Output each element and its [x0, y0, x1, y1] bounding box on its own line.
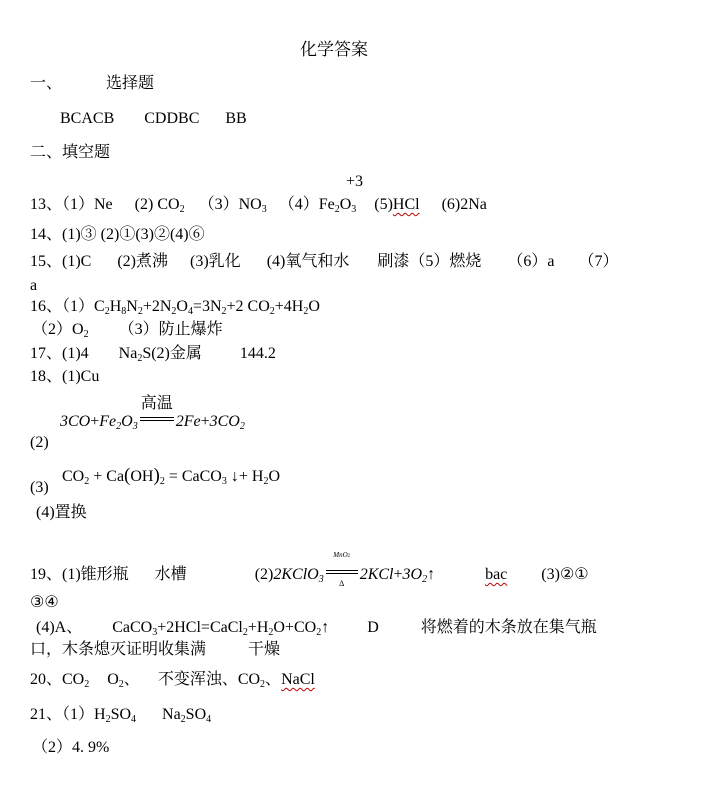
q17-part-3: 144.2 — [239, 345, 276, 362]
mcq-group-2: CDDBC — [144, 110, 200, 127]
q16-line-1: 16、$(1)C_2H_8N_2+2N_2O_4=3N_2+2$ $CO_2+4H_2O$ — [30, 298, 320, 317]
section-1-number: 一、 — [30, 75, 63, 92]
q15-part-6: （6）a — [507, 253, 555, 270]
section-1-heading — [30, 74, 154, 94]
q13-part-2: (2) $CO_2$ — [134, 196, 185, 215]
q15-line — [30, 252, 619, 272]
mcq-group-3: BB — [225, 110, 247, 127]
mcq-group-1: BCACB — [60, 110, 115, 127]
q18-label-2: (2) — [30, 434, 49, 451]
q18-line-4: (4)置换 — [36, 504, 87, 521]
reaction-condition: 高温 — [140, 410, 174, 428]
q18-label-3: (3) — [30, 479, 49, 496]
q17-part-2: $Na_2S(2)$金属 — [118, 345, 202, 364]
q19-line-1 — [30, 551, 589, 590]
q21-line-2: （2）4. 9% — [32, 739, 110, 756]
q14-line: 14、(1)③ (2)①(3)②(4)⑥ — [30, 226, 205, 243]
q15-part-4: (4)氧气和水 — [266, 253, 350, 270]
q21-line-1: 21、$(1)H_2SO_4$ $Na_2SO_4$ — [30, 706, 212, 725]
q19-line-4: 口，木条熄灭证明收集满 干燥 — [30, 641, 281, 658]
q19-order: bac — [485, 566, 508, 583]
q19-part-3: (3)②① — [541, 566, 589, 583]
q18-equation-2: $CO_2 + Ca(OH)_2$ = CaCO$_3$ ↓+ $H_2O$ — [62, 465, 280, 487]
q13-part-4: $(4)Fe_2O_3$ — [278, 196, 357, 215]
q19-part-2: (2)2KClO$_3$ MnO2 Δ $2KCl+3O_2↑$ — [254, 551, 436, 588]
q15-part-2: (2)煮沸 — [117, 253, 169, 270]
q13-line — [30, 195, 487, 220]
q15-part-7: （7） — [578, 253, 619, 270]
q19-continuation: ③④ — [30, 594, 59, 611]
page-title: 化学答案 — [300, 40, 368, 59]
q15-part-1: 15、(1)C — [30, 253, 92, 270]
mcq-answers — [60, 109, 247, 129]
q19-equation-2: $CaCO_3+2HCl=CaCl_2+H_2O+CO_2↑$ — [112, 619, 330, 638]
q13-part-5: (5)HCl — [374, 196, 420, 213]
q18-equation-1: $3CO+Fe_2O_3$ 高温 $2Fe+3CO_2$ — [60, 395, 245, 432]
q16-line-2 — [32, 320, 223, 345]
reaction-condition: MnO2 Δ — [326, 563, 358, 581]
section-2-heading: 二、填空题 — [30, 144, 111, 161]
q20-line: 20、$CO_2$ $O_2$、 不变浑浊、$CO_2$、NaCl — [30, 671, 315, 690]
q19-part-1b: 水槽 — [154, 566, 187, 583]
q18-line-1: 18、(1)Cu — [30, 368, 100, 385]
q15-continuation: a — [30, 277, 38, 294]
q17-part-1: 17、(1)4 — [30, 345, 89, 362]
q17-line — [30, 344, 276, 369]
q15-part-5: 刷漆（5）燃烧 — [377, 253, 482, 270]
q13-part-6: (6)2Na — [441, 196, 487, 213]
q16-part-2: $(2)O_2$ — [32, 321, 89, 340]
q19-line-3: (4)A、 $CaCO_3+2HCl=CaCl_2+H_2O+CO_2↑$ D 将燃着的木条放在集气瓶 — [36, 619, 597, 638]
q16-part-3: （3）防止爆炸 — [118, 321, 223, 338]
section-1-label: 选择题 — [106, 75, 155, 92]
q13-part-1: 13、（1）Ne — [30, 196, 113, 213]
q15-part-3: (3)乳化 — [190, 253, 241, 270]
valence-mark: +3 — [346, 173, 364, 190]
q19-part-1: 19、(1)锥形瓶 — [30, 566, 129, 583]
q13-part-3: $(3)NO_3$ — [198, 196, 267, 215]
